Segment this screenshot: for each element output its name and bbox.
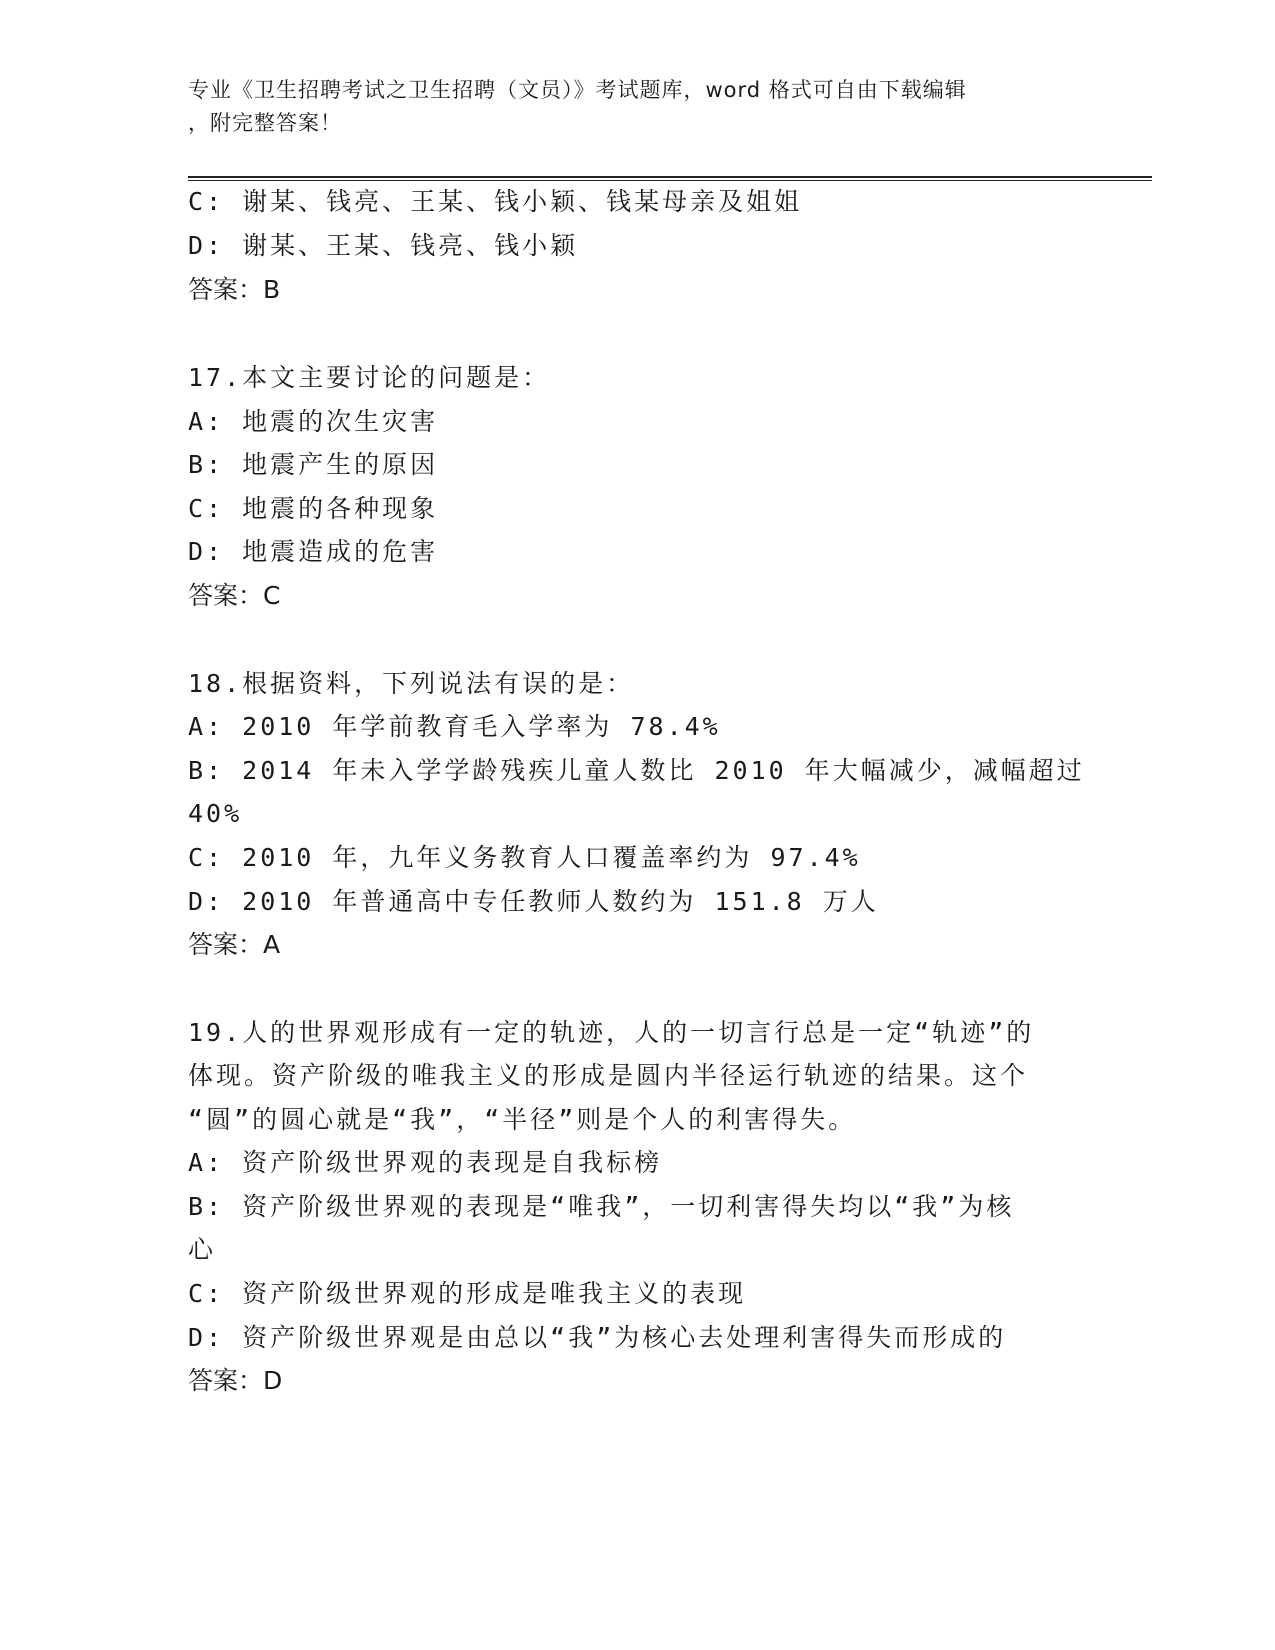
q16-option-c: C: 谢某、钱亮、王某、钱小颖、钱某母亲及姐姐 [188, 187, 803, 216]
q19-option-d: D: 资产阶级世界观是由总以“我”为核心去处理利害得失而形成的 [188, 1323, 1007, 1352]
q18-option-a: A: 2010 年学前教育毛入学率为 78.4% [188, 712, 721, 741]
q19-option-c: C: 资产阶级世界观的形成是唯我主义的表现 [188, 1279, 747, 1308]
q16-answer: 答案：B [188, 275, 281, 304]
header-divider [188, 176, 1152, 182]
q18-option-d: D: 2010 年普通高中专任教师人数约为 151.8 万人 [188, 887, 879, 916]
document-header [188, 74, 1068, 140]
q17-option-b: B: 地震产生的原因 [188, 450, 439, 479]
header-line-2: ，附完整答案！ [188, 111, 342, 135]
q18-stem: 18.根据资料，下列说法有误的是： [188, 669, 635, 698]
q17-option-c: C: 地震的各种现象 [188, 494, 439, 523]
q17-option-d: D: 地震造成的危害 [188, 537, 439, 566]
q19-stem-line-3: “圆”的圆心就是“我”，“半径”则是个人的利害得失。 [188, 1105, 857, 1134]
q16-option-d: D: 谢某、王某、钱亮、钱小颖 [188, 231, 579, 260]
q18-option-b: B: 2014 年未入学学龄残疾儿童人数比 2010 年大幅减少，减幅超过 [188, 756, 1085, 785]
divider-line-thick [188, 176, 1152, 178]
q19-answer: 答案：D [188, 1366, 283, 1395]
q19-option-b-continued: 心 [188, 1235, 217, 1264]
q18-option-b-continued: 40% [188, 799, 243, 828]
divider-line-thin [188, 180, 1152, 181]
q18-answer: 答案：A [188, 930, 281, 959]
q17-answer: 答案：C [188, 581, 281, 610]
q19-stem-line-1: 19.人的世界观形成有一定的轨迹，人的一切言行总是一定“轨迹”的 [188, 1018, 1035, 1047]
q17-option-a: A: 地震的次生灾害 [188, 407, 439, 436]
q19-stem-line-2: 体现。资产阶级的唯我主义的形成是圆内半径运行轨迹的结果。这个 [188, 1061, 1029, 1090]
header-line-1: 专业《卫生招聘考试之卫生招聘（文员）》考试题库，word 格式可自由下载编辑 [188, 78, 967, 102]
q19-option-b: B: 资产阶级世界观的表现是“唯我”，一切利害得失均以“我”为核 [188, 1192, 1015, 1221]
q18-option-c: C: 2010 年，九年义务教育人口覆盖率约为 97.4% [188, 843, 861, 872]
q17-stem: 17.本文主要讨论的问题是： [188, 363, 551, 392]
q19-option-a: A: 资产阶级世界观的表现是自我标榜 [188, 1148, 663, 1177]
